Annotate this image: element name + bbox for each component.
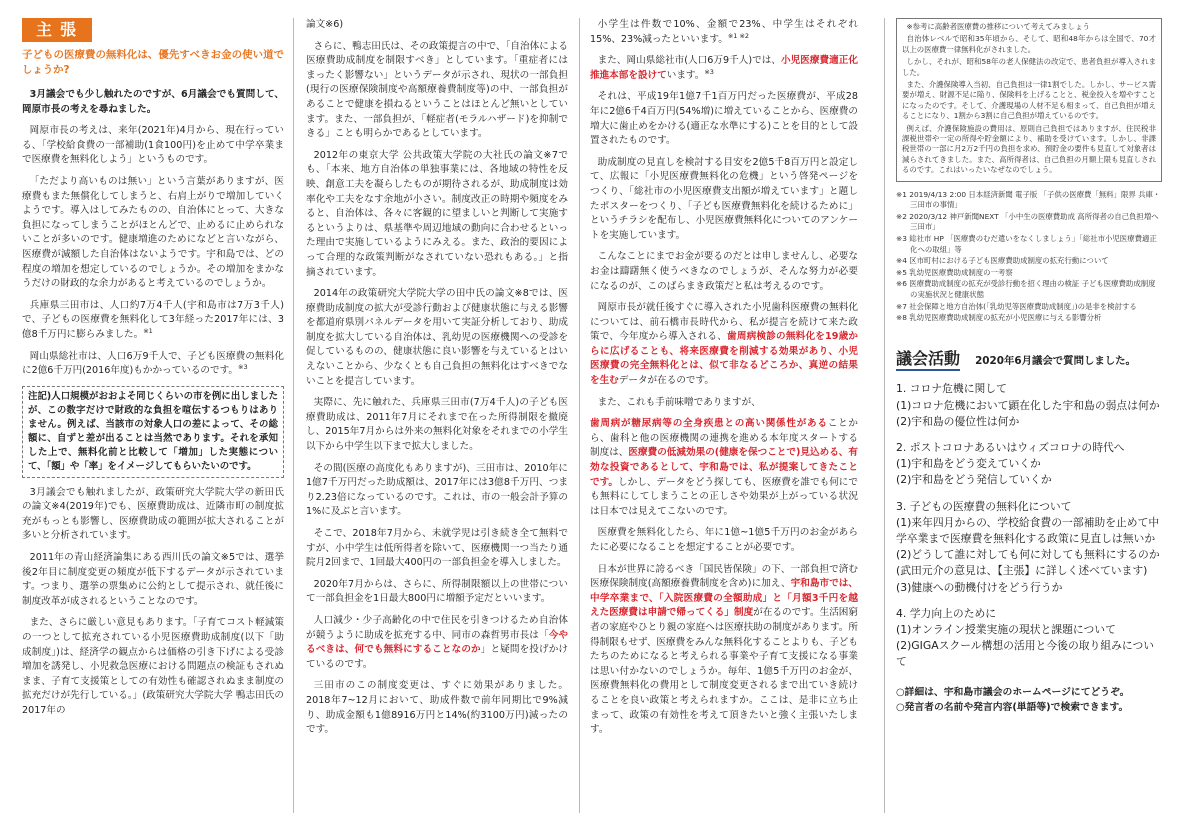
paragraph: それは、平成19年1億7千1百万円だった医療費が、平成28年に2億6千4百万円(54%増)に増えていることから、医療費の増大に歯止めをかける(適正な水準にする)ことを目的として設置されたものです。 bbox=[590, 91, 858, 147]
question-item: (1)来年四月からの、学校給食費の一部補助を止めて中学卒業まで医療費を無料化する政策に見直しは無いか bbox=[896, 515, 1160, 546]
paragraph: 岡原市長が就任後すぐに導入された小児歯科医療費の無料化については、前石橋市長時代から、私が提言を続けて来た政策で、今年度から導入される、歯周病検診の無料化を19歳からに広げることも、将来医療費を削減する効果があり、小児医療費の完全無料化とは、似て非なるどころか、真逆の結果を生むデータが在るのです。 bbox=[590, 302, 858, 387]
column-2 bbox=[306, 18, 568, 818]
question-item: (1)宇和島をどう変えていくか bbox=[896, 457, 1041, 471]
paragraph: また、これも手前味噌でありますが、 bbox=[597, 396, 761, 408]
paragraph: 三田市のこの制度変更は、すぐに効果がありました。2018年7~12月において、助成件数で前年同期比で9%減り、助成金額も1億8916万円と14%(約3100万円)減ったのです。 bbox=[306, 680, 568, 736]
closing-line: ○詳細は、宇和島市議会のホームページにてどうぞ。 bbox=[896, 686, 1130, 698]
council-activity-subtitle: 2020年6月議会で質問しました。 bbox=[975, 354, 1136, 367]
closing-notes bbox=[896, 685, 1162, 715]
paragraph: さらに、鴨志田氏は、その政策提言の中で、「自治体による医療費助成制度を制限すべき」としています。「重症者にはまったく影響ない」というデータが示され、現状の一部負担(現行の医療保険制度や高額療養費制度等)の中、一部負担があることで健康を損ねるということはほとんど無いとしています。また、一部負担が、「軽症者(モラルハザード)を抑制できる」ことも明らかであるとしています。 bbox=[306, 40, 568, 140]
footnote-item: ※7 社会保障と地方自治体(「乳幼児等医療費助成制度」)の是非を検討する bbox=[896, 301, 1137, 311]
elderly-medical-reference-box bbox=[896, 18, 1162, 182]
lead-question: 子どもの医療費の無料化は、優先すべきお金の使い道でしょうか? bbox=[22, 49, 284, 76]
note-text: 注記)人口規模がおおよそ同じくらいの市を例に出しましたが、この数字だけで財政的な負担を喧伝するつもりはありません。例えば、当該市の対象人口の差によって、その総額に、自ずと差が出ることは当然であります。それを承知した上で、無料化前と比較して「増加」した実態について、「額」や「率」をイメージしてもらいたいのです。 bbox=[28, 390, 278, 472]
question-item: (2)宇和島をどう発信していくか bbox=[896, 473, 1052, 487]
ref-box-title: ※参考に高齢者医療費の推移について考えてみましょう bbox=[906, 22, 1090, 31]
ref-box-paragraph: しかし、それが、昭和58年の老人保健法の改定で、患者負担が導入されました。 bbox=[902, 57, 1156, 77]
highlight-text: 歯周病検診の無料化を19歳からに広げることも、将来医療費を削減する効果があり、小児医療費の完全無料化とは、似て非なるどころか、真逆の結果を生む bbox=[590, 331, 858, 387]
question-group bbox=[896, 440, 1162, 489]
paragraph: 論文※6) bbox=[306, 19, 344, 30]
question-heading: 4. 学力向上のために bbox=[896, 606, 997, 620]
council-activity-header bbox=[896, 348, 1162, 370]
footnote-item: ※2 2020/3/12 神戸新聞NEXT 「小中生の医療費助成 高所得者の自己負担増へ 三田市」 bbox=[896, 211, 1159, 232]
paragraph: 歯周病が糖尿病等の全身疾患との高い関係性があることから、歯科と他の医療機関の連携を進める本年度スタートする制度は、医療費の低減効果の(健康を保つことで)見込める、有効な投資であるとして、宇和島では、私が提案してきたことです。しかし、データをどう探しても、医療費を誰でも何にでも無料にしてしまうことの正しさや効果が上がっている状況は日本では見えてこないのです。 bbox=[590, 418, 858, 517]
paragraph: こんなことにまでお金が要るのだとは申しませんし、必要なお金は躊躇無く使うべきなのでしょうが、そんな努力が必要になるのが、このばらまき政策だと私は考えるのです。 bbox=[590, 251, 858, 292]
footnote-ref: ※1 ※2 bbox=[727, 31, 750, 40]
question-item: (2)GIGAスクール構想の活用と今後の取り組みについて bbox=[896, 639, 1155, 669]
highlight-text: 今やるべきは、何でも無料にすることなのか bbox=[306, 629, 568, 656]
paragraph: また、さらに厳しい意見もあります。「子育てコスト軽減策の一つとして拡充されている小児医療費助成制度(以下「助成制度」)は、経済学の観点からは価格の引き下げによる受診増加を誘発し、小児救急医療における問題点の検証もされぬまま、子育て支援策としての有効性も確認されぬまま制度の拡充だけが先行している。」(政策研究大学院大学 鴨志田氏の2017年の bbox=[22, 617, 284, 716]
paragraph: 3月議会でも触れましたが、政策研究大学院大学の新田氏の論文※4(2019年)でも、医療費助成は、近隣市町の制度拡充がもっとも影響し、医療費助成の範囲が拡大されることが多いと分析されています。 bbox=[22, 486, 284, 542]
column-divider bbox=[884, 18, 885, 813]
ref-box-paragraph: 例えば、介護保険施設の費用は、原則自己負担ではありますが、住民税非課税世帯や一定の所得や貯金額により、補助を受けています。しかし、非課税世帯の一部に月2万2千円の負担を求め、預貯金の要件も見直して対象者は減らされてきました。また、高所得者は、自己負担の月額上限も見直しされるのです。これはいったいなぜなのでしょう。 bbox=[902, 123, 1156, 175]
footnote-ref: ※1 bbox=[143, 326, 153, 335]
footnote-item: ※3 総社市 HP 「医療費のむだ遣いをなくしましょう」「総社市小児医療費適正化への取組」等 bbox=[896, 234, 1157, 254]
column-1 bbox=[22, 18, 284, 818]
highlight-text: 歯周病が糖尿病等の全身疾患との高い関係性がある bbox=[590, 418, 828, 430]
question-item: (武田元介の意見は、【主張】に詳しく述べています) bbox=[896, 564, 1148, 578]
paragraph: 人口減少・少子高齢化の中で住民を引きつけるため自治体が競うように助成を拡充する中、同市の森哲男市長は「今やるべきは、何でも無料にすることなのか」と疑問を投げかけているのです。 bbox=[306, 614, 568, 670]
paragraph: 日本が世界に誇るべき「国民皆保険」の下、一部負担で済む医療保険制度(高額療養費制度を含め)に加え、宇和島市では、中学卒業まで、「入院医療費の全額助成」と「月額3千円を越えた医療費は申請で帰ってくる」制度が在るのです。生活困窮者の家庭やひとり親の家庭へは医療扶助の制度があります。所得制限もせず、医療費をみんな無料化することよりも、子どもたちのためになると考えられる事業や子育て支援になる事業は思い付かないのでしょうか。毎年、1億5千万円のお金が、医療費無料化の費用として制度変更されるまで出ていき続けることを良い政策と考えられますか。ここは、是非に立ち止まって、政策の有効性を考えて頂きたいと強く主張いたします。 bbox=[590, 563, 858, 736]
question-item: (2)どうして誰に対しても何に対しても無料にするのか bbox=[896, 548, 1160, 562]
highlight-text: 宇和島市では、中学卒業まで、「入院医療費の全額助成」と「月額3千円を越えた医療費は申請で帰ってくる」制度 bbox=[590, 578, 858, 619]
column-divider bbox=[293, 18, 294, 813]
footnote-ref: ※3 bbox=[704, 67, 714, 76]
footnotes-list bbox=[896, 190, 1162, 324]
footnote-item: ※1 2019/4/13 2:00 日本経済新聞 電子版 「子供の医療費「無料」限界 兵庫・三田市の事情」 bbox=[896, 189, 1161, 210]
paragraph: 2014年の政策研究大学院大学の田中氏の論文※8では、医療費助成制度の拡大が受診行動および健康状態に与える影響を都道府県別パネルデータを用いて実証分析しており、助成制度を拡大している自治体は、乳幼児の医療機関への受診を促しているものの、健康状態に良い影響を与えているとはいえないことから、少なくとも自己負担の無料化はすべきでないことを提言しています。 bbox=[306, 288, 568, 387]
column-4 bbox=[896, 18, 1162, 818]
paragraph: 実際に、先に触れた、兵庫県三田市(7万4千人)の子ども医療費助成は、2011年7月にそれまで在った所得制限を撤廃し、2015年7月からは外来の無料化対象をそれまでの小学生以下から中学生以下まで拡大しました。 bbox=[306, 397, 568, 453]
footnote-item: ※6 医療費助成制度の拡充が受診行動を招く理由の検証 子ども医療費助成制度の実施状況と健康状態 bbox=[896, 279, 1156, 300]
question-item: (1)オンライン授業実施の現状と課題について bbox=[896, 623, 1116, 637]
question-heading: 1. コロナ危機に関して bbox=[896, 382, 1007, 396]
ref-box-paragraph: また、介護保険導入当初、自己負担は一律1割でした。しかし、サービス需要が増え、財源不足に陥り、保険料を上げることと、税金投入を増やすことになったのです。そして、介護現場の人材不足も相まって、自己負担が増えることになり、1割から3割に自己負担が増えているのです。 bbox=[902, 80, 1156, 121]
question-heading: 2. ポストコロナあるいはウィズコロナの時代へ bbox=[896, 441, 1125, 455]
ref-box-paragraph: 自治体レベルで昭和35年頃から、そして、昭和48年からは全国で、70才以上の医療費一律無料化がされました。 bbox=[902, 34, 1156, 54]
question-item: (1)コロナ危機において顕在化した宇和島の弱点は何か bbox=[896, 398, 1160, 412]
opinion-badge: 主張 bbox=[22, 18, 92, 42]
paragraph: 2012年の東京大学 公共政策大学院の大社氏の論文※7でも、「本来、地方自治体の単独事業には、各地域の特性を反映、創意工夫を凝らしたものが期待されるが、助成制度は効率化や工夫をなす余地が小さい。制度改正の時期や頻度をみると、自治体は、各々に客観的に望ましいと判断して実施するというよりは、県基準や周辺地域の動向に合わせるといった理由で実施しているようにみえる。また、政治的要因によって合理的な政策判断がなされていない恐れもある。」と指摘されています。 bbox=[306, 149, 568, 278]
paragraph: 兵庫県三田市は、人口約7万4千人(宇和島市は7万3千人)で、子どもの医療費を無料化して3年経った2017年には、3億8千万円に膨らみました。$^{※1}$ bbox=[22, 299, 284, 340]
paragraph: 岡山県総社市は、人口6万9千人で、子ども医療費の無料化に2億6千万円(2016年度)もかかっているのです。$^{※3}$ bbox=[22, 350, 284, 377]
paragraph: 医療費を無料化したら、年に1億~1億5千万円のお金があらたに必要になることを想定することが必要です。 bbox=[590, 527, 858, 553]
paragraph: 2020年7月からは、さらに、所得制限額以上の世帯について一部負担金を1日最大800円に増額予定だといいます。 bbox=[306, 578, 568, 605]
highlight-text: 医療費の低減効果の(健康を保つことで)見込める、有効な投資であるとして、宇和島では、私が提案してきたことです。 bbox=[590, 447, 858, 488]
highlight-text: 小児医療費適正化推進本部を設けて bbox=[590, 55, 858, 81]
question-group bbox=[896, 606, 1162, 671]
column-3 bbox=[590, 18, 858, 818]
footnote-item: ※8 乳幼児医療費助成制度の拡充が小児医療に与える影響分析 bbox=[896, 313, 1102, 323]
paragraph: 2011年の青山経済論集にある西川氏の論文※5では、選挙後2年目に制度変更の頻度が低下するデータが示されています。つまり、選挙の票集めに公約として提示され、就任後に制度改革が成されるということなのです。 bbox=[22, 552, 284, 607]
footnote-item: ※4 区市町村における子ども医療費助成制度の拡充行動について bbox=[896, 256, 1109, 266]
paragraph: また、岡山県総社市(人口6万9千人)では、小児医療費適正化推進本部を設けています。$^{※3}$ bbox=[590, 55, 858, 81]
note-box bbox=[22, 386, 284, 478]
council-activity-title: 議会活動 bbox=[896, 349, 960, 371]
paragraph: その間(医療の高度化もありますが)、三田市は、2010年に1億7千万円だった助成額は、2017年には3億8千万円、つまり2.23倍になっているのです。これは、市の一般会計予算の1%に及ぶと言います。 bbox=[306, 462, 568, 518]
question-item: (3)健康への動機付けをどう行うか bbox=[896, 580, 1063, 594]
question-heading: 3. 子どもの医療費の無料化について bbox=[896, 499, 1072, 513]
question-group bbox=[896, 381, 1162, 430]
closing-line: ○発言者の名前や発言内容(単語等)で検索できます。 bbox=[896, 701, 1129, 713]
paragraph: 小学生は件数で10%、金額で23%、中学生はそれぞれ15%、23%減ったといいます。$^{※1 ※2}$ bbox=[590, 19, 858, 45]
intro-paragraph: 3月議会でも少し触れたのですが、6月議会でも質問して、岡原市長の考えを尋ねました。 bbox=[22, 89, 284, 115]
footnote-item: ※5 乳幼児医療費助成制度の一考察 bbox=[896, 267, 1013, 277]
paragraph: 助成制度の見直しを検討する目安を2億5千8百万円と設定して、広報に「小児医療費無料化の危機」という啓発ページをつくり、「総社市の小児医療費支出額が増えています」と題したポスターをつくり、「子ども医療費無料化を続けるために」というチラシを配布し、小児医療費無料化についてのアンケートを実施しています。 bbox=[590, 156, 858, 241]
paragraph: 「ただより高いものは無い」という言葉がありますが、医療費もまた無償化してしまうと、右肩上がりで増加していくようです。導入はしてみたものの、自治体にとって、大きな負担になってしまうことがほとんどで、止めるに止められないことが多いのです。健康増進のためになどと言いながら、医療費が減額した自治体はないようです。宇和島では、どの程度の増加を想定しているのでしょうか。その増加をまかなうだけの財政的な余力があると考えているのでしょうか。 bbox=[22, 175, 284, 290]
paragraph: そこで、2018年7月から、未就学児は引き続き全て無料ですが、小中学生は低所得者を除いて、医療機関一つ当たり通院月2回まで、1回最大400円の一部負担金を導入しました。 bbox=[306, 528, 568, 569]
question-group bbox=[896, 499, 1162, 596]
footnote-ref: ※3 bbox=[238, 362, 248, 371]
question-item: (2)宇和島の優位性は何か bbox=[896, 414, 1020, 428]
column-divider bbox=[579, 18, 580, 813]
paragraph: 岡原市長の考えは、来年(2021年)4月から、現在行っている、「学校給食費の一部補助(1食100円)を止めて中学卒業まで医療費を無料化しよう」というものです。 bbox=[22, 125, 284, 166]
